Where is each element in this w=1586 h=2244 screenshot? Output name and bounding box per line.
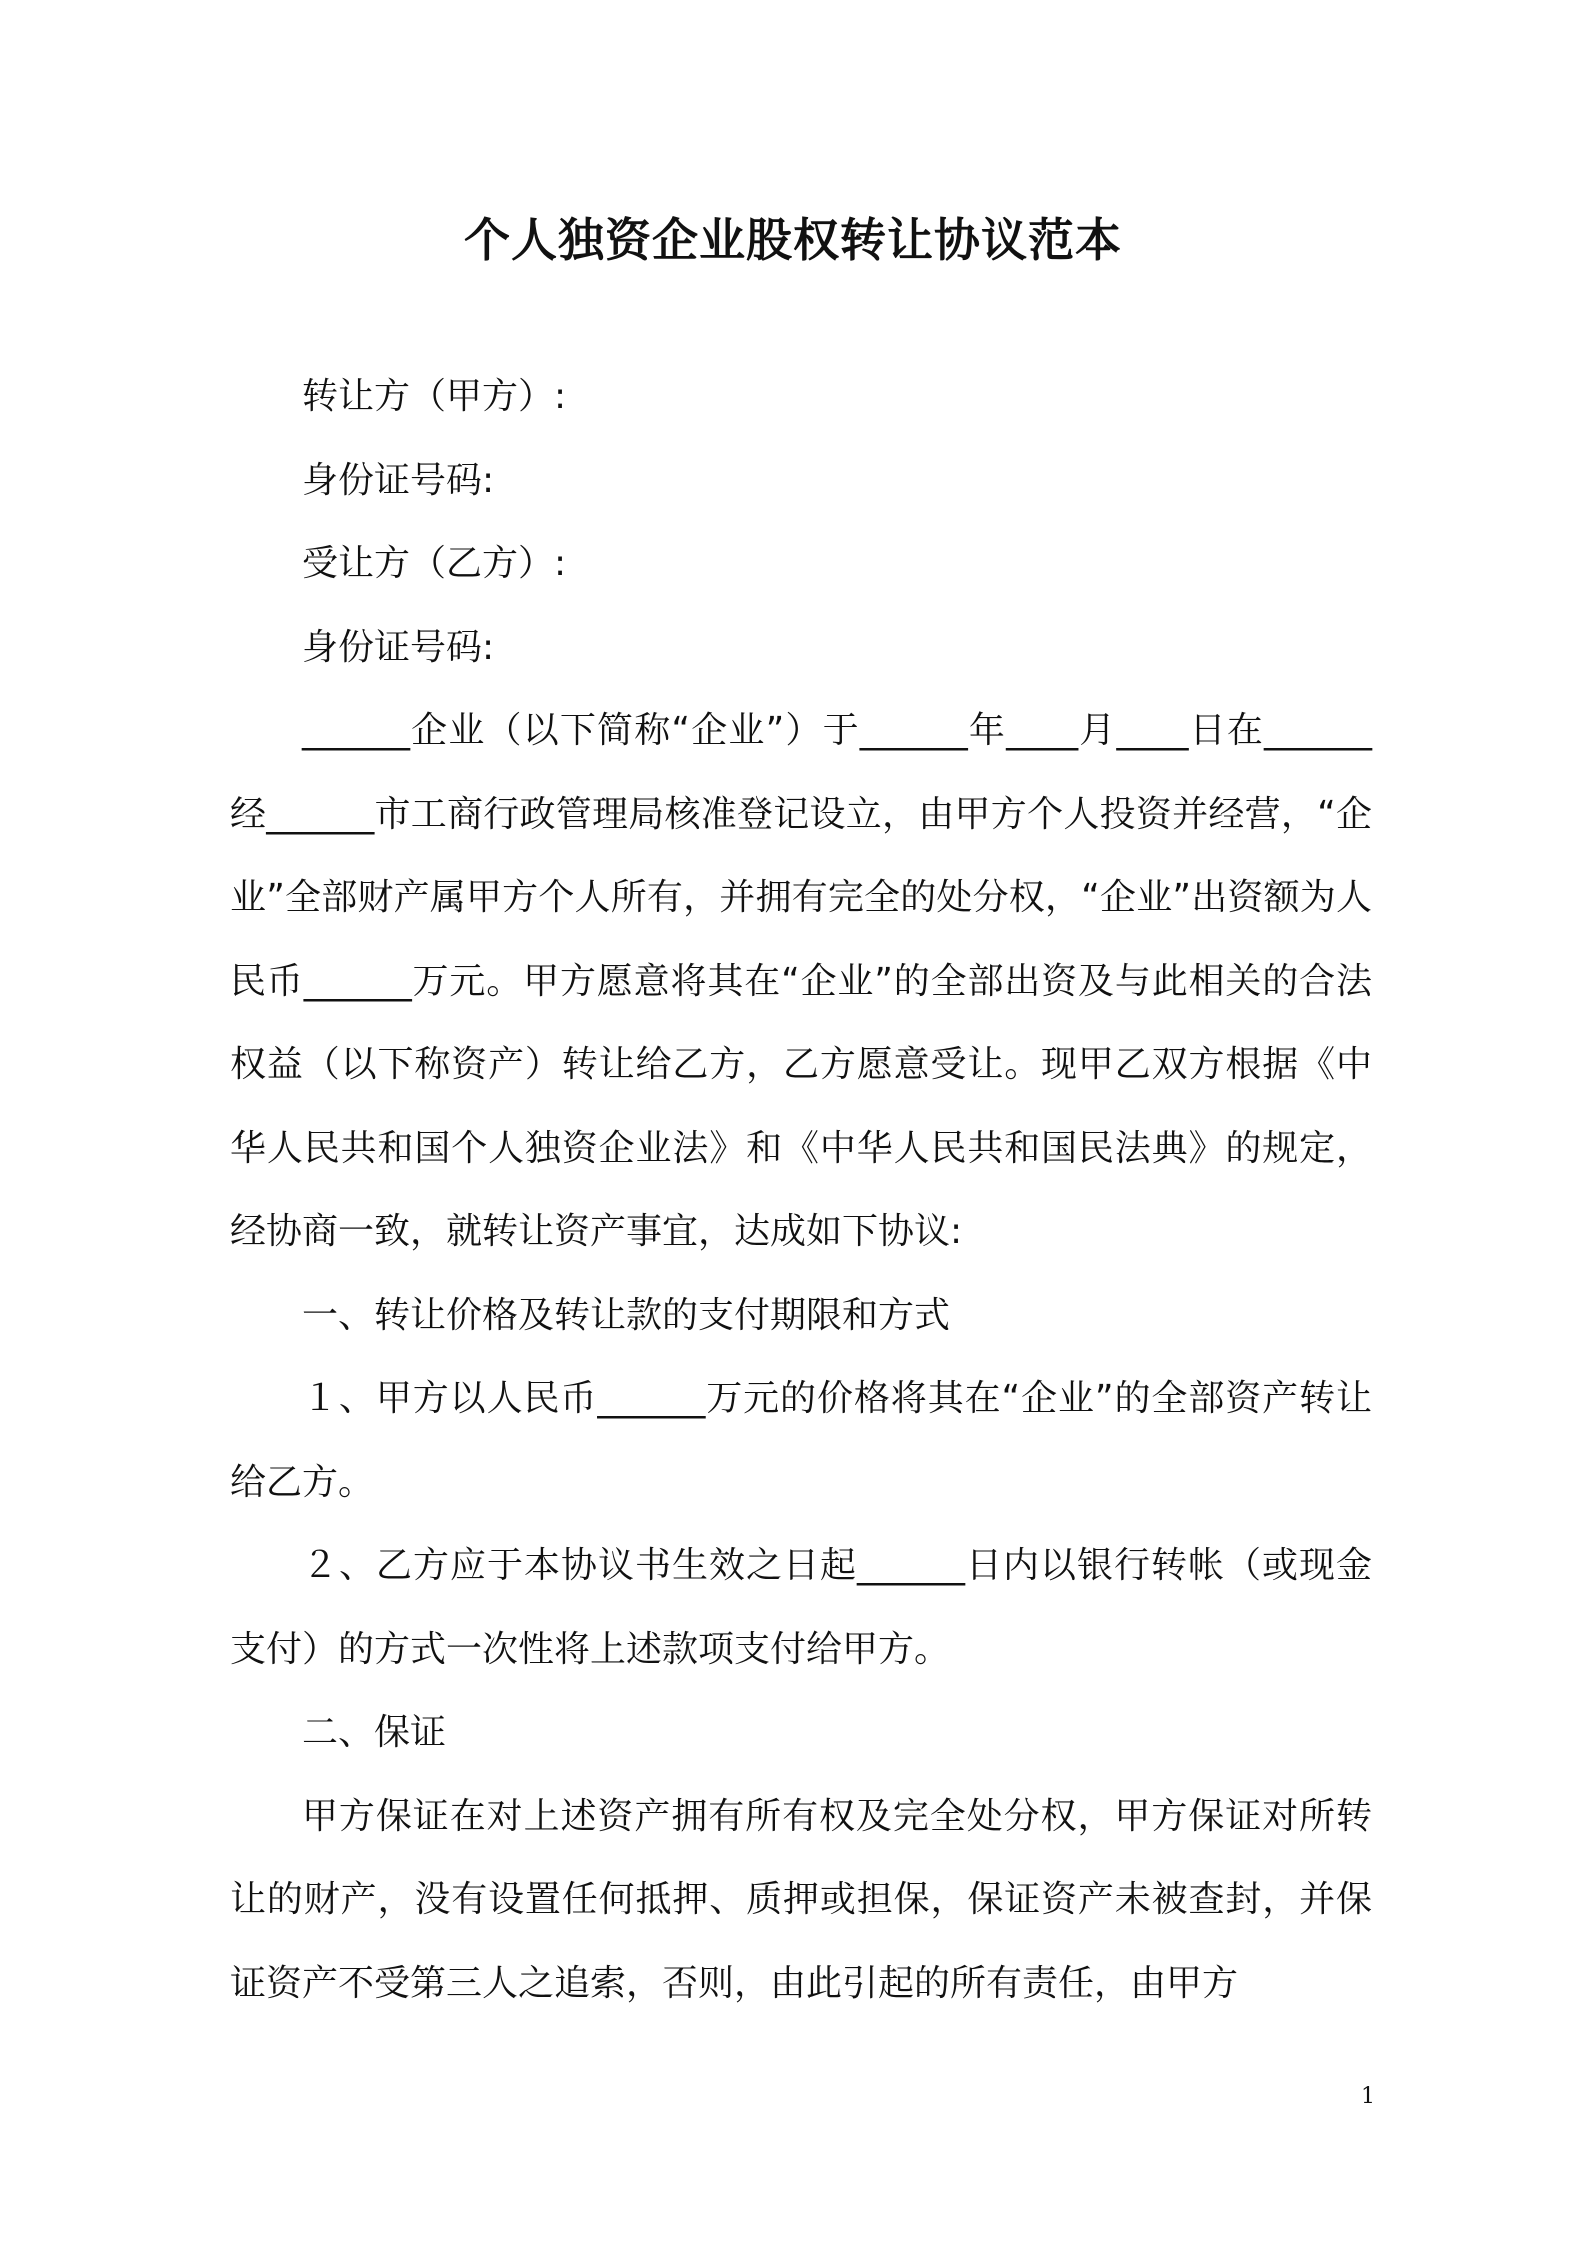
preamble-paragraph: ______企业（以下简称“企业”）于______年____月____日在______经______市工商行政管理局核准登记设立，由甲方个人投资并经营，“企业”全部财产属甲方个人所有，并拥有完全的处分权，“企业”出资额为人民币______万元。甲方愿意将其在“企业”的全部出资及与此相关的合法权益（以下称资产）转让给乙方，乙方愿意受让。现甲乙双方根据《中华人民共和国个人独资企业法》和《中华人民共和国民法典》的规定，经协商一致，就转让资产事宜，达成如下协议: (230, 710, 1372, 1252)
guarantee-paragraph: 甲方保证在对上述资产拥有所有权及完全处分权，甲方保证对所转让的财产，没有设置任何抵押、质押或担保，保证资产未被查封，并保证资产不受第三人之追索，否则，由此引起的所有责任，由甲方 (230, 1795, 1372, 2004)
transferor-line: 转让方（甲方）: (302, 376, 567, 417)
clause-2: ２、乙方应于本协议书生效之日起______日内以银行转帐（或现金支付）的方式一次性将上述款项支付给甲方。 (230, 1545, 1372, 1670)
page-number: 1 (1361, 2084, 1375, 2109)
section-heading-guarantee: 二、保证 (302, 1712, 447, 1753)
document-body (230, 355, 1372, 2025)
transferor-id-line: 身份证号码: (302, 459, 495, 501)
section-heading-price: 一、转让价格及转让款的支付期限和方式 (302, 1294, 951, 1336)
transferee-id-line: 身份证号码: (302, 626, 495, 668)
transferee-line: 受让方（乙方）: (302, 543, 567, 584)
clause-1: １、甲方以人民币______万元的价格将其在“企业”的全部资产转让给乙方。 (230, 1378, 1372, 1503)
document-title: 个人独资企业股权转让协议范本 (464, 213, 1122, 267)
